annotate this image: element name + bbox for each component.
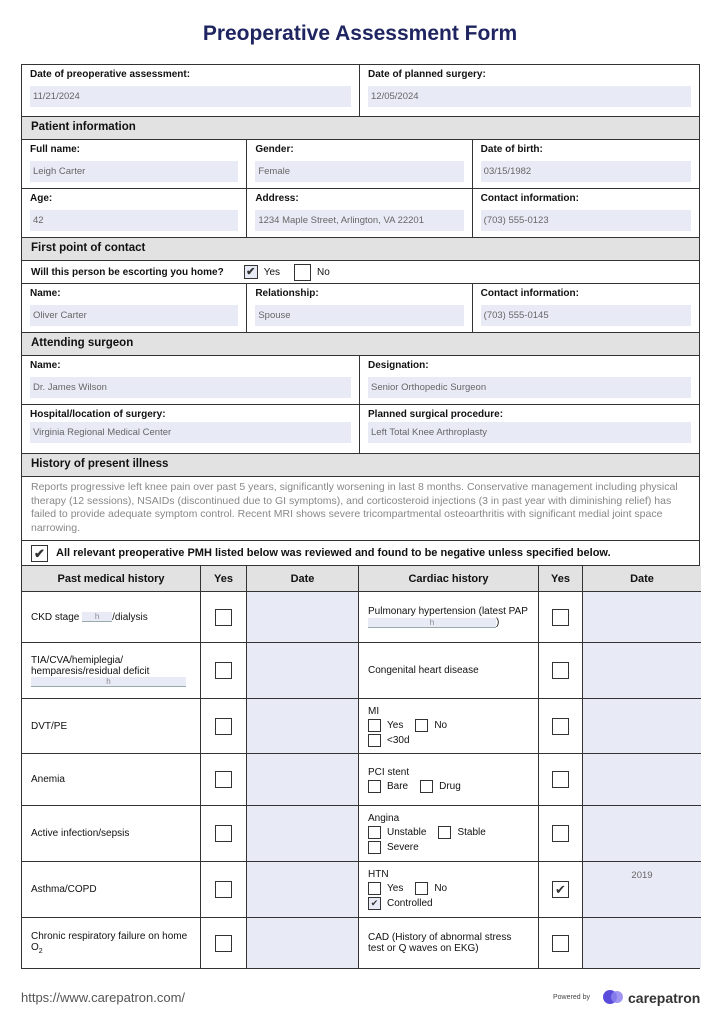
form-title: Preoperative Assessment Form <box>202 22 518 45</box>
pmh-yes-header: Yes <box>201 566 247 592</box>
pmh-yes-cell <box>201 862 247 918</box>
contact-name-label: Name: <box>30 288 61 299</box>
cardiac-yes-checkbox[interactable] <box>552 609 569 626</box>
cardiac-yes-cell <box>539 862 583 918</box>
cardiac-item <box>359 643 539 699</box>
surgeon-name-cell <box>22 356 360 404</box>
table-row-ckd <box>22 592 201 643</box>
pmh-date-field[interactable] <box>247 918 359 968</box>
cardiac-yes-cell <box>539 592 583 643</box>
surgery-date-label: Date of planned surgery: <box>368 69 486 80</box>
check-mark-icon: ✔ <box>370 898 379 908</box>
pmh-label: Chronic respiratory failure on home O <box>31 931 188 953</box>
relationship-cell <box>247 284 472 332</box>
full-name-label: Full name: <box>30 144 81 155</box>
pmh-label: Anemia <box>31 774 65 785</box>
hpi-section-header: History of present illness <box>22 454 699 477</box>
pmh-reviewed-text: All relevant preoperative PMH listed below was reviewed and found to be negative unless specified below. <box>56 547 611 559</box>
pmh-reviewed-checkbox[interactable] <box>31 545 48 562</box>
htn-no-checkbox[interactable] <box>415 882 428 895</box>
cardiac-item <box>359 918 539 968</box>
cardiac-label: PCI stent <box>368 766 410 778</box>
address-cell <box>247 189 472 237</box>
table-row-dvt <box>22 699 201 754</box>
assessment-date-label: Date of preoperative assessment: <box>30 69 191 80</box>
cardiac-yes-checkbox[interactable] <box>552 718 569 735</box>
cardiac-label: Pulmonary hypertension (latest PAP <box>368 606 528 617</box>
gender-cell <box>247 140 472 188</box>
pmh-yes-checkbox[interactable] <box>215 881 232 898</box>
pap-field[interactable]: h <box>368 618 496 628</box>
dob-label: Date of birth: <box>480 144 543 155</box>
cardiac-item <box>359 754 539 806</box>
escort-question: Will this person be escorting you home? <box>31 266 224 278</box>
cardiac-date-header: Date <box>583 566 701 592</box>
designation-label: Designation: <box>368 360 429 371</box>
pmh-label: CKD stage <box>31 611 80 623</box>
contact-row <box>22 284 699 333</box>
surgeon-name-field[interactable]: Dr. James Wilson <box>30 377 351 398</box>
brand-name: carepatron <box>628 990 701 1006</box>
htn-controlled-label: Controlled <box>387 898 433 909</box>
pmh-date-field[interactable] <box>247 754 359 806</box>
htn-no-label: No <box>434 883 448 894</box>
cardiac-date-field[interactable] <box>583 918 701 968</box>
contact-info-label: Contact information: <box>480 288 579 299</box>
procedure-label: Planned surgical procedure: <box>368 409 504 420</box>
cardiac-label: MI <box>368 705 380 717</box>
address-label: Address: <box>255 193 299 204</box>
angina-stable-checkbox[interactable] <box>438 826 451 839</box>
cardiac-header: Cardiac history <box>359 566 539 592</box>
gender-label: Gender: <box>255 144 294 155</box>
cardiac-yes-cell <box>539 643 583 699</box>
pmh-reviewed-row <box>22 541 699 566</box>
cardiac-yes-checkbox[interactable] <box>552 771 569 788</box>
contact-info-cell <box>473 284 699 332</box>
cardiac-yes-checkbox[interactable] <box>552 662 569 679</box>
powered-by-text: Powered by <box>553 994 590 1001</box>
pmh-date-field[interactable] <box>247 862 359 918</box>
escort-yes-label: Yes <box>263 266 281 278</box>
hpi-text[interactable]: Reports progressive left knee pain over past 5 years, significantly worsening in last 8 months. Conservative management including physical therapy (12 sessions), NSAIDs (discontinued due to GI symptoms), and corticosteroid injections (3 in past year with diminishing relief) has failed to provide adequate symptom control. Recent MRI shows severe tricompartmental osteoarthritis with significant medial joint space narrowing. <box>22 477 699 541</box>
patient-contact-field[interactable]: (703) 555-0123 <box>481 210 691 231</box>
ckd-stage-field[interactable]: h <box>82 612 112 622</box>
table-row-respiratory <box>22 918 201 968</box>
cardiac-yes-cell <box>539 754 583 806</box>
cardiac-label: CAD (History of abnormal stress test or Q waves on EKG) <box>368 932 512 954</box>
check-mark-icon: ✔ <box>246 266 256 278</box>
patient-row-2 <box>22 189 699 238</box>
escort-question-row <box>22 261 699 284</box>
cardiac-label: Congenital heart disease <box>368 665 479 676</box>
cardiac-label: Angina <box>368 813 400 824</box>
pci-drug-label: Drug <box>439 780 461 792</box>
mi-30d-checkbox[interactable] <box>368 734 381 747</box>
pci-drug-checkbox[interactable] <box>420 780 433 793</box>
relationship-field[interactable]: Spouse <box>255 305 463 326</box>
contact-name-field[interactable]: Oliver Carter <box>30 305 238 326</box>
cardiac-yes-cell <box>539 699 583 754</box>
contact-info-field[interactable]: (703) 555-0145 <box>481 305 691 326</box>
age-cell <box>22 189 247 237</box>
cardiac-item <box>359 806 539 862</box>
gender-field[interactable]: Female <box>255 161 463 182</box>
pmh-yes-cell <box>201 806 247 862</box>
first-contact-section-header: First point of contact <box>22 238 699 261</box>
htn-yes-label: Yes <box>387 883 404 894</box>
table-row-asthma <box>22 862 201 918</box>
escort-yes-checkbox[interactable] <box>244 265 258 279</box>
designation-cell <box>360 356 699 404</box>
history-table <box>22 566 699 968</box>
pmh-yes-cell <box>201 592 247 643</box>
cardiac-date-field[interactable] <box>583 643 701 699</box>
footer-url-link[interactable]: https://www.carepatron.com/ <box>21 990 186 1005</box>
pmh-yes-checkbox[interactable] <box>215 825 232 842</box>
surgeon-row-1 <box>22 356 699 405</box>
pmh-yes-checkbox[interactable] <box>215 935 232 952</box>
pmh-label: Active infection/sepsis <box>31 828 130 839</box>
assessment-date-field[interactable]: 11/21/2024 <box>30 86 351 107</box>
escort-no-label: No <box>317 266 330 278</box>
hospital-cell <box>22 405 360 453</box>
pmh-yes-checkbox[interactable] <box>215 609 232 626</box>
pmh-date-field[interactable] <box>247 699 359 754</box>
table-row-anemia <box>22 754 201 806</box>
check-mark-icon: ✔ <box>555 882 566 897</box>
cardiac-suffix: ) <box>496 617 500 628</box>
cardiac-yes-cell <box>539 918 583 968</box>
dates-row <box>22 65 699 117</box>
pmh-yes-cell <box>201 643 247 699</box>
pmh-date-field[interactable] <box>247 806 359 862</box>
check-mark-icon: ✔ <box>34 545 45 561</box>
pci-bare-label: Bare <box>387 780 409 792</box>
table-row-infection <box>22 806 201 862</box>
address-field[interactable]: 1234 Maple Street, Arlington, VA 22201 <box>255 210 463 231</box>
cardiac-yes-checkbox[interactable] <box>552 935 569 952</box>
surgeon-name-label: Name: <box>30 360 61 371</box>
pmh-date-field[interactable] <box>247 643 359 699</box>
cardiac-item <box>359 592 539 643</box>
full-name-field[interactable]: Leigh Carter <box>30 161 238 182</box>
hospital-label: Hospital/location of surgery: <box>30 409 166 420</box>
cardiac-label: HTN <box>368 869 389 880</box>
pmh-label: TIA/CVA/hemiplegia/ hemparesis/residual deficit <box>31 654 150 677</box>
cardiac-item <box>359 699 539 754</box>
pmh-yes-checkbox[interactable] <box>215 662 232 679</box>
angina-severe-checkbox[interactable] <box>368 841 381 854</box>
carepatron-logo-icon <box>602 988 624 1006</box>
cardiac-date-field[interactable]: 2019 <box>583 862 701 918</box>
patient-section-header: Patient information <box>22 117 699 140</box>
angina-unstable-label: Unstable <box>387 827 427 838</box>
cardiac-date-field[interactable] <box>583 754 701 806</box>
pmh-header: Past medical history <box>22 566 201 592</box>
pmh-yes-cell <box>201 918 247 968</box>
hospital-field[interactable]: Virginia Regional Medical Center <box>30 422 351 443</box>
designation-field[interactable]: Senior Orthopedic Surgeon <box>368 377 691 398</box>
procedure-cell <box>360 405 699 453</box>
mi-30d-label: <30d <box>387 734 410 746</box>
surgeon-section-header: Attending surgeon <box>22 333 699 356</box>
cardiac-date-field[interactable] <box>583 699 701 754</box>
angina-unstable-checkbox[interactable] <box>368 826 381 839</box>
patient-contact-label: Contact information: <box>480 193 579 204</box>
angina-severe-label: Severe <box>387 842 419 853</box>
full-name-cell <box>22 140 247 188</box>
mi-yes-label: Yes <box>387 719 404 731</box>
surgery-date-cell <box>360 65 699 116</box>
assessment-date-cell <box>22 65 360 116</box>
pci-bare-checkbox[interactable] <box>368 780 381 793</box>
relationship-label: Relationship: <box>255 288 319 299</box>
htn-controlled-checkbox[interactable] <box>368 897 381 910</box>
pmh-yes-cell <box>201 754 247 806</box>
age-label: Age: <box>30 193 53 204</box>
cardiac-item <box>359 862 539 918</box>
escort-no-checkbox[interactable] <box>294 264 311 281</box>
cardiac-yes-header: Yes <box>539 566 583 592</box>
cardiac-yes-cell <box>539 806 583 862</box>
pmh-label: DVT/PE <box>31 720 68 732</box>
pmh-subscript: 2 <box>38 948 43 955</box>
mi-yes-checkbox[interactable] <box>368 719 381 732</box>
pmh-date-header: Date <box>247 566 359 592</box>
pmh-label: Asthma/COPD <box>31 884 97 895</box>
dob-cell <box>473 140 699 188</box>
pmh-yes-checkbox[interactable] <box>215 771 232 788</box>
contact-name-cell <box>22 284 247 332</box>
age-field[interactable]: 42 <box>30 210 238 231</box>
pmh-yes-cell <box>201 699 247 754</box>
pmh-date-field[interactable] <box>247 592 359 643</box>
surgeon-row-2 <box>22 405 699 454</box>
pmh-yes-checkbox[interactable] <box>215 718 232 735</box>
procedure-field[interactable]: Left Total Knee Arthroplasty <box>368 422 691 443</box>
patient-contact-cell <box>473 189 699 237</box>
angina-stable-label: Stable <box>457 827 486 838</box>
dob-field[interactable]: 03/15/1982 <box>481 161 691 182</box>
residual-deficit-field[interactable]: h <box>31 677 186 687</box>
cardiac-date-field[interactable] <box>583 592 701 643</box>
cardiac-yes-checkbox[interactable] <box>552 825 569 842</box>
assessment-form <box>21 64 700 969</box>
surgery-date-field[interactable]: 12/05/2024 <box>368 86 691 107</box>
htn-yes-checkbox[interactable] <box>368 882 381 895</box>
patient-row-1 <box>22 140 699 189</box>
pmh-suffix: /dialysis <box>112 611 148 623</box>
mi-no-label: No <box>434 719 448 731</box>
cardiac-date-field[interactable] <box>583 806 701 862</box>
cardiac-yes-checkbox[interactable] <box>552 881 569 898</box>
table-row-tia <box>22 643 201 699</box>
mi-no-checkbox[interactable] <box>415 719 428 732</box>
